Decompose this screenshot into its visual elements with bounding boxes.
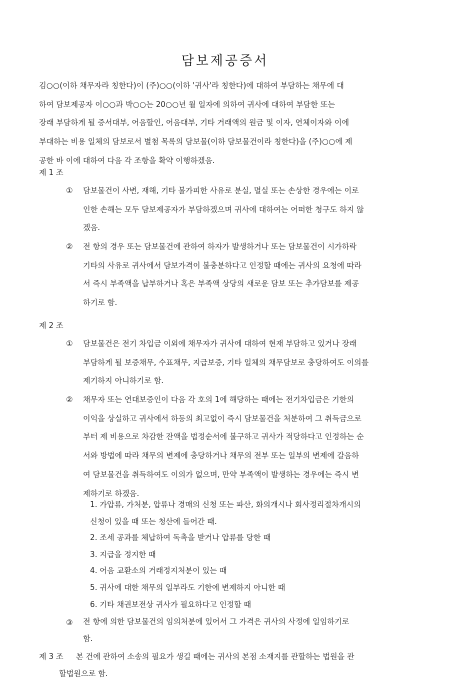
- article-1-clause-1: [83, 182, 364, 238]
- clause-line: 서와 방법에 따라 채무의 변제에 충당하거나 채무의 전부 또는 일부의 변제에 갈음하: [83, 451, 359, 461]
- intro-line: 부대하는 비용 일체의 담보로서 별첨 목록의 담보물(이하 담보물건이라 칭한다)을 (주)○○에 제: [39, 137, 353, 147]
- article-3-heading: 제 3 조: [39, 652, 64, 662]
- clause-line: 전 항에 의한 담보물건의 임의처분에 있어서 그 가격은 귀사의 사정에 일임하기로: [83, 617, 350, 627]
- clause-line: 부담하게 될 보증채무, 수표채무, 지급보증, 기타 일체의 채무담보로 충당하여도 이의를: [83, 357, 369, 367]
- clause-line: 기타의 사유로 귀사에서 담보가격이 불충분하다고 인정할 때에는 귀사의 요청에 따라: [83, 260, 362, 270]
- subitem: 5. 귀사에 대한 채무의 일부라도 기한에 변제하지 아니한 때: [90, 583, 286, 592]
- clause-marker: ①: [66, 186, 73, 195]
- clause-marker: ②: [66, 395, 73, 404]
- subitem: 2. 조세 공과를 체납하여 독촉을 받거나 압류를 당한 때: [90, 533, 271, 543]
- intro-line: 장래 부담하게 될 증서대부, 어음할인, 어음대부, 기타 거래액의 원금 및 이자, 연체이자와 이에: [39, 118, 350, 128]
- clause-line: 여 담보물건을 취득하여도 이의가 없으며, 만약 부족액이 발생하는 경우에는 즉시 변: [83, 469, 359, 479]
- subitem: 6. 기타 채권보전상 귀사가 필요하다고 인정할 때: [90, 599, 252, 609]
- subitem: 신청이 있을 때 또는 청산에 들어간 때.: [90, 516, 217, 526]
- clause-line: 하기로 함.: [83, 298, 118, 308]
- article-1-heading: 제 1 조: [39, 168, 64, 177]
- clause-line: 부터 제 비용으로 차감한 잔액을 법정순서에 불구하고 귀사가 적당하다고 인정하는 순: [83, 432, 364, 442]
- clause-line: 인한 손해는 모두 담보제공자가 부담하겠으며 귀사에 대하여는 어떠한 청구도 하지 않: [83, 204, 364, 214]
- intro-line: 공한 바 이에 대하여 다음 각 조항을 확약 이행하겠음.: [39, 155, 215, 165]
- article-2-heading: 제 2 조: [39, 321, 64, 330]
- intro-line: 김○○(이하 채무자라 칭한다)이 (주)○○(이하 '귀사'라 칭한다)에 대하여 부담하는 채무에 대: [39, 81, 344, 90]
- clause-marker: ③: [66, 618, 73, 628]
- subitem: 4. 어음 교환소의 거래정지처분이 있는 때: [90, 566, 227, 576]
- clause-line: 서 즉시 부족액을 납부하거나 혹은 부족액 상당의 새로운 담보 또는 추가담보를 제공: [83, 279, 359, 289]
- clause-line: 제기하지 아니하기로 함.: [83, 376, 164, 386]
- clause-line: 제하기로 하겠음.: [83, 488, 140, 498]
- intro-paragraph: [39, 77, 352, 171]
- clause-line: 담보물건은 전기 차입금 이외에 채무자가 귀사에 대하여 현재 부담하고 있거나 장래: [83, 339, 357, 348]
- clause-line: 함.: [83, 633, 93, 643]
- clause-marker: ②: [66, 242, 73, 251]
- intro-line: 하여 담보제공자 이○○과 박○○는 20○○년 월 일자에 의하여 귀사에 대하여 부담한 또는: [39, 99, 336, 109]
- clause-line: 담보물건이 사변, 재해, 기타 불가피한 사유로 분실, 멸실 또는 손상한 경우에는 이로: [83, 186, 359, 195]
- subitem: 3. 지급을 정지한 때: [90, 549, 156, 559]
- article-1-clause-2: [83, 238, 361, 313]
- article-3-line: 본 건에 관하여 소송의 필요가 생길 때에는 귀사의 본점 소재지를 관할하는 법원을 관: [76, 652, 355, 662]
- article-2-clause-1: [83, 335, 369, 391]
- clause-line: 채무자 또는 연대보증인이 다음 각 호의 1에 해당하는 때에는 전기차입금은 기한의: [83, 395, 355, 404]
- article-2-clause-2: [83, 391, 364, 503]
- clause-line: 전 항의 경우 또는 담보물건에 관하여 하자가 발생하거나 또는 담보물건이 시가하락: [83, 242, 357, 251]
- clause-marker: ①: [66, 339, 73, 348]
- subitem: 1. 가압류, 가처분, 압류나 경매의 신청 또는 파산, 화의개시나 회사정리절차개시의: [90, 500, 361, 509]
- document-title: 담보제공증서: [181, 54, 269, 69]
- clause-line: 겠음.: [83, 223, 101, 233]
- article-3-line: 할법원으로 함.: [59, 669, 108, 678]
- clause-line: 이익을 상실하고 귀사에서 하등의 최고없이 즉시 담보물건을 처분하여 그 취득금으로: [83, 413, 362, 423]
